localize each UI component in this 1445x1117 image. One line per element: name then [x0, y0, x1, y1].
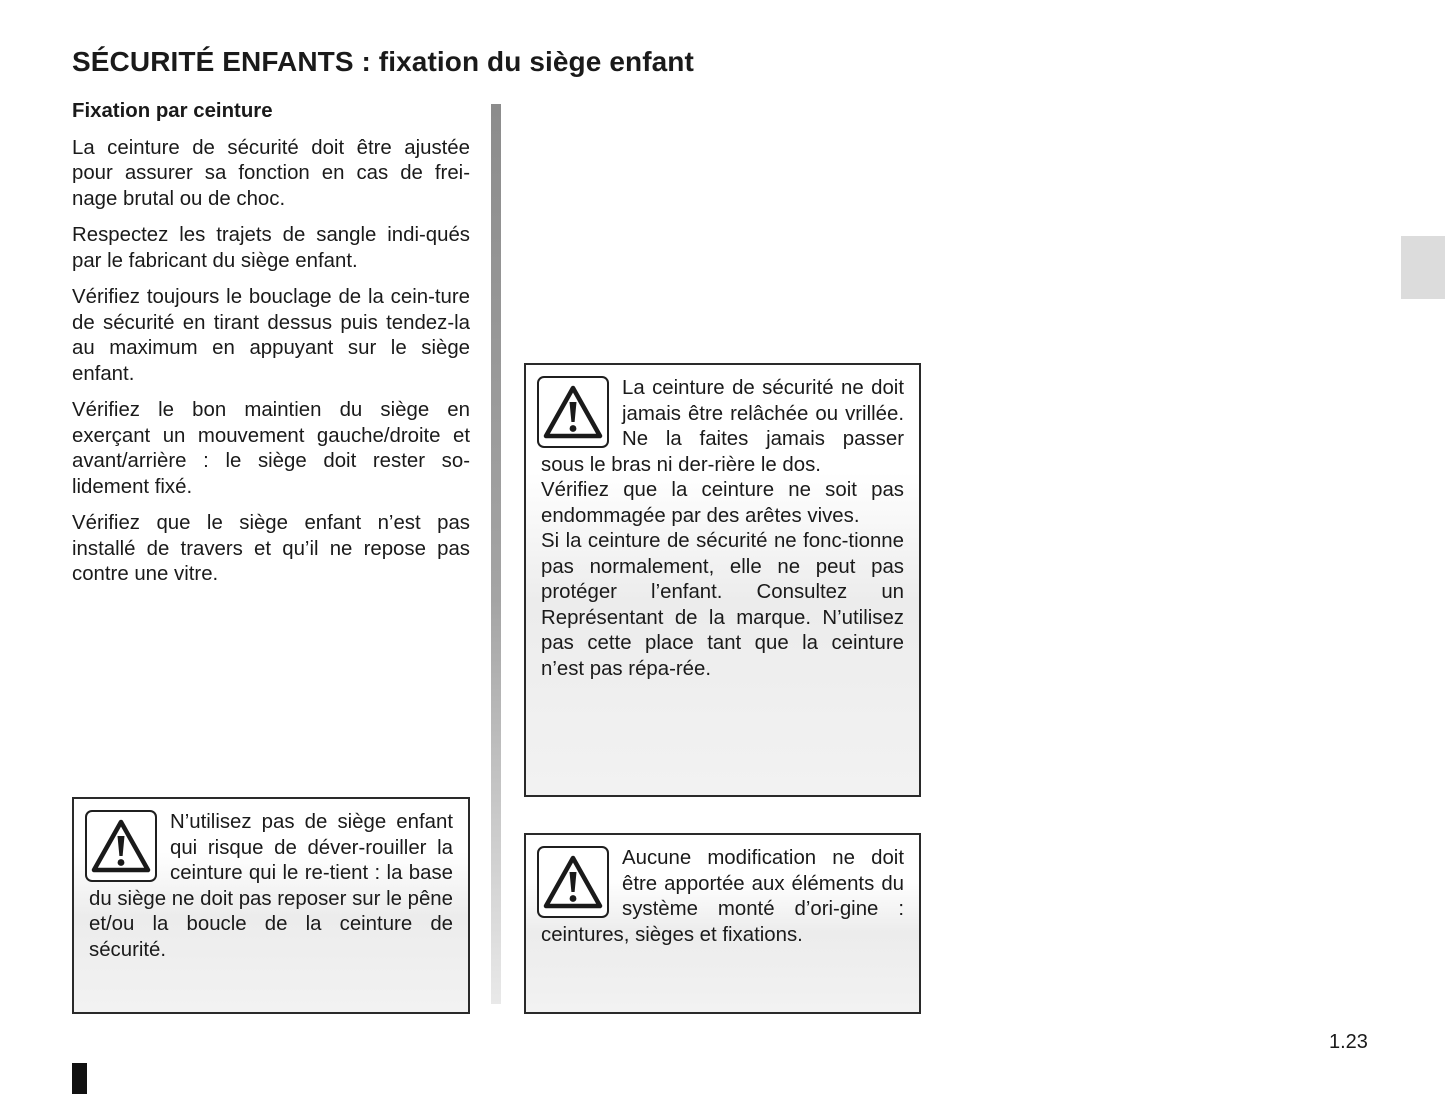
warning-text: N’utilisez pas de siège enfant qui risque de déver-rouiller la ceinture qui le re-tient : la base du siège ne doit pas reposer sur le pêne et/ou la boucle de la ceinture de sécurité.: [89, 811, 453, 961]
paragraph-check-buckle: Vérifiez toujours le bouclage de la cein-ture de sécurité en tirant dessus puis tendez-la au maximum en appuyant sur le siège enfant.: [72, 286, 470, 385]
warning-text-2: Vérifiez que la ceinture ne soit pas endommagée par des arêtes vives.: [541, 479, 904, 527]
warning-box-modification: [524, 833, 921, 1014]
paragraph-strap-routes: Respectez les trajets de sangle indi-qués par le fabricant du siège enfant.: [72, 224, 470, 272]
warning-triangle-icon: [537, 376, 609, 448]
page-number: 1.23: [1329, 1031, 1368, 1053]
warning-box-unlock: [72, 797, 470, 1014]
warning-text-1: La ceinture de sécurité ne doit jamais être relâchée ou vrillée. Ne la faites jamais passer sous le bras ni der-rière le dos.: [541, 377, 904, 476]
paragraph-check-hold: Vérifiez le bon maintien du siège en exerçant un mouvement gauche/droite et avant/arrière : le siège doit rester so-lidement fixé.: [72, 399, 470, 498]
warning-text: Aucune modification ne doit être apportée aux éléments du système monté d’ori-gine : ceintures, sièges et fixations.: [541, 847, 904, 946]
chapter-tab: [1401, 236, 1445, 299]
warning-box-belt-condition: [524, 363, 921, 797]
warning-triangle-icon: [85, 810, 157, 882]
section-title: Fixation par ceinture: [72, 100, 273, 122]
paragraph-check-position: Vérifiez que le siège enfant n’est pas installé de travers et qu’il ne repose pas contre une vitre.: [72, 512, 470, 585]
warning-triangle-icon: [537, 846, 609, 918]
page-title: SÉCURITÉ ENFANTS : fixation du siège enfant: [72, 46, 694, 77]
corner-mark: [72, 1063, 87, 1094]
column-divider: [491, 104, 501, 1004]
warning-text-3: Si la ceinture de sécurité ne fonc-tionne pas normalement, elle ne peut pas protéger l’enfant. Consultez un Représentant de la marque. N’utilisez pas cette place tant que la ceinture n’est pas répa-rée.: [541, 530, 904, 680]
left-column: [72, 99, 470, 599]
paragraph-adjust-belt: La ceinture de sécurité doit être ajustée pour assurer sa fonction en cas de frei-nage brutal ou de choc.: [72, 136, 470, 210]
